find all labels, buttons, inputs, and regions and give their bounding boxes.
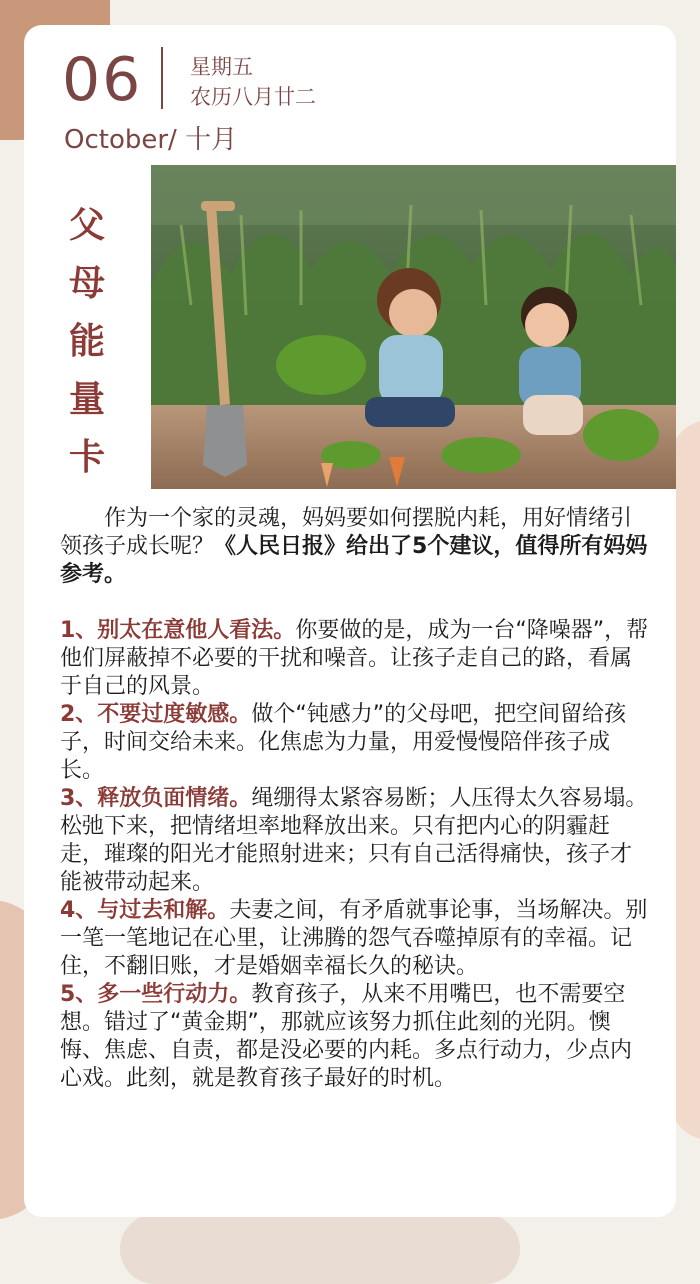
tip-heading: 4、与过去和解。 [60,898,229,923]
card-title [62,197,112,487]
title-char: 量 [69,371,105,429]
tip-item [60,981,650,1093]
tip-item [60,897,650,981]
children-gardening-photo [151,165,676,489]
tip-item [60,785,650,897]
intro-paragraph [60,505,650,589]
tip-item [60,617,650,701]
tip-heading: 1、别太在意他人看法。 [60,618,295,643]
date-day: 06 [62,45,142,115]
energy-card [24,25,676,1217]
title-char: 能 [69,313,105,371]
title-char: 父 [69,197,105,255]
date-month: October/ 十月 [64,119,237,156]
tip-body: 夫妻之间，有矛盾就事论事，当场解决。别一笔一笔地记在心里，让沸腾的怨气吞噬掉原有的幸福。记住，不翻旧账，才是婚姻幸福长久的秘诀。 [60,898,647,979]
date-lunar: 农历八月廿二 [190,81,316,111]
tip-body: 教育孩子，从来不用嘴巴，也不需要空想。错过了“黄金期”，那就应该努力抓住此刻的光阴。懊悔、焦虑、自责，都是没必要的内耗。多点行动力，少点内心戏。此刻，就是教育孩子最好的时机。 [60,982,632,1091]
date-divider [161,47,163,109]
tip-heading: 2、不要过度敏感。 [60,702,251,727]
intro-text: 作为一个家的灵魂，妈妈要如何摆脱内耗，用好情绪引领孩子成长呢？ [60,506,632,559]
date-weekday: 星期五 [190,51,253,81]
title-char: 卡 [69,429,105,487]
article-body [60,505,650,1093]
title-char: 母 [69,255,105,313]
intro-bold: 《人民日报》给出了5个建议，值得所有妈妈参考。 [60,534,647,587]
tip-item [60,701,650,785]
background-shape [120,1214,520,1284]
tip-body: 你要做的是，成为一台“降噪器”，帮他们屏蔽掉不必要的干扰和噪音。让孩子走自己的路，看属于自己的风景。 [60,618,648,699]
tip-body: 做个“钝感力”的父母吧，把空间留给孩子，时间交给未来。化焦虑为力量，用爱慢慢陪伴孩子成长。 [60,702,626,783]
tip-heading: 5、多一些行动力。 [60,982,251,1007]
tip-heading: 3、释放负面情绪。 [60,786,251,811]
tip-body: 绳绷得太紧容易断；人压得太久容易塌。松弛下来，把情绪坦率地释放出来。只有把内心的阴霾赶走，璀璨的阳光才能照射进来；只有自己活得痛快，孩子才能被带动起来。 [60,786,647,895]
